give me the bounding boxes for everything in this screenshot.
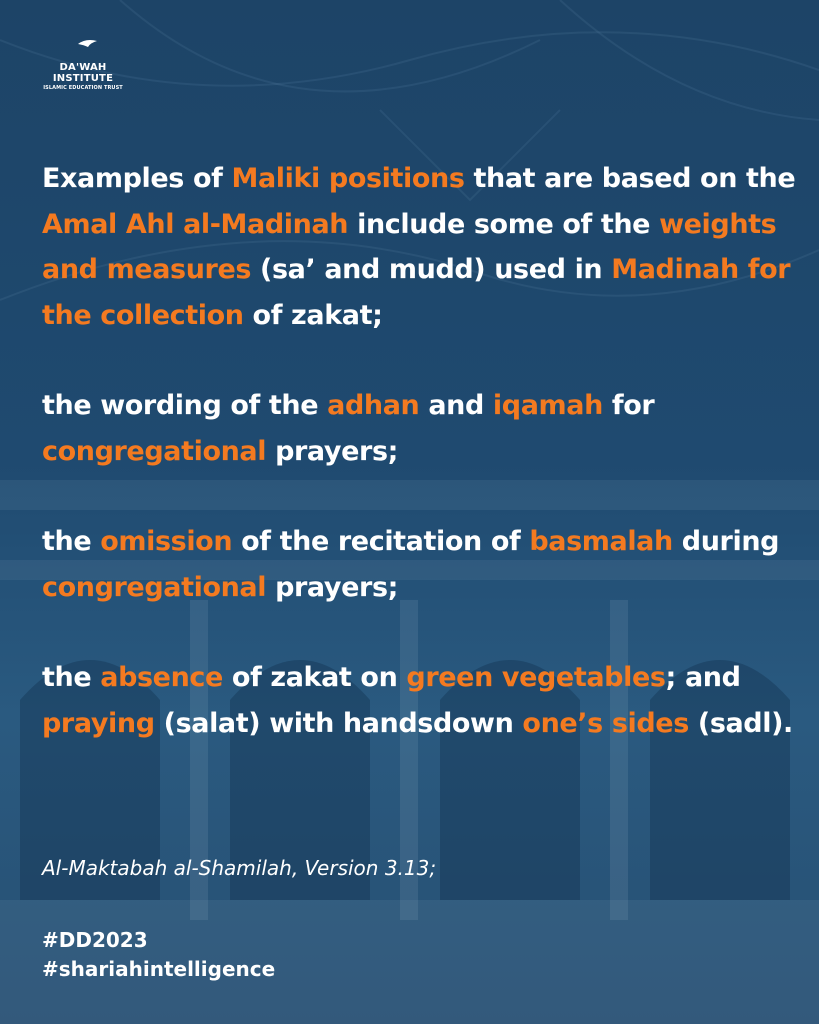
- hashtag-list: [42, 926, 275, 984]
- highlight-text: praying: [42, 707, 155, 739]
- highlight-text: green vegetables: [406, 662, 666, 693]
- text-segment: during: [672, 526, 780, 557]
- text-segment: and: [419, 390, 493, 421]
- paragraph-maliki-positions: [42, 156, 802, 338]
- highlight-text: congregational: [42, 435, 267, 467]
- text-segment: the: [42, 662, 101, 693]
- crescent-dove-logo-icon: [66, 30, 100, 60]
- highlight-text: congregational: [42, 571, 267, 603]
- highlight-text: Madinah for the collection: [42, 254, 791, 331]
- text-segment: of the recitation of: [232, 526, 530, 557]
- highlight-text: basmalah: [529, 526, 673, 557]
- text-segment: that are based on the: [464, 163, 796, 194]
- highlight-text: weights and measures: [42, 208, 777, 285]
- paragraph-adhan-iqamah: [42, 383, 802, 474]
- highlight-text: Maliki positions: [231, 163, 465, 194]
- text-segment: ; and: [665, 662, 741, 693]
- dawah-institute-logo: [38, 30, 128, 92]
- highlight-text: omission: [100, 526, 233, 557]
- highlight-text: Amal Ahl al-Madinah: [42, 208, 349, 240]
- highlight-text: adhan: [327, 390, 420, 421]
- source-citation: Al-Maktabah al-Shamilah, Version 3.13;: [42, 856, 437, 880]
- text-segment: for: [602, 390, 655, 421]
- highlight-text: absence: [100, 662, 223, 693]
- text-segment: of zakat;: [243, 299, 383, 331]
- text-segment: (salat) with handsdown: [154, 707, 523, 739]
- hashtag[interactable]: #DD2023: [42, 928, 148, 952]
- highlight-text: iqamah: [492, 390, 603, 421]
- text-segment: the wording of the: [42, 390, 328, 421]
- text-segment: Examples of: [42, 163, 232, 194]
- hashtag[interactable]: #shariahintelligence: [42, 957, 276, 981]
- text-segment: of zakat on: [222, 662, 407, 693]
- text-segment: prayers;: [266, 571, 399, 603]
- text-segment: (sadl).: [688, 707, 793, 739]
- text-segment: include some of the: [348, 208, 660, 240]
- paragraph-basmalah: [42, 519, 802, 610]
- logo-title-line1: DA'WAH: [59, 62, 107, 73]
- logo-subtitle: ISLAMIC EDUCATION TRUST: [43, 85, 123, 91]
- logo-title-line2: INSTITUTE: [52, 73, 114, 84]
- paragraph-zakat-sadl: [42, 655, 802, 746]
- highlight-text: one’s sides: [522, 707, 689, 739]
- main-text: [42, 156, 802, 746]
- text-segment: the: [42, 526, 101, 557]
- text-segment: prayers;: [266, 435, 399, 467]
- text-segment: (sa’ and mudd) used in: [251, 254, 612, 285]
